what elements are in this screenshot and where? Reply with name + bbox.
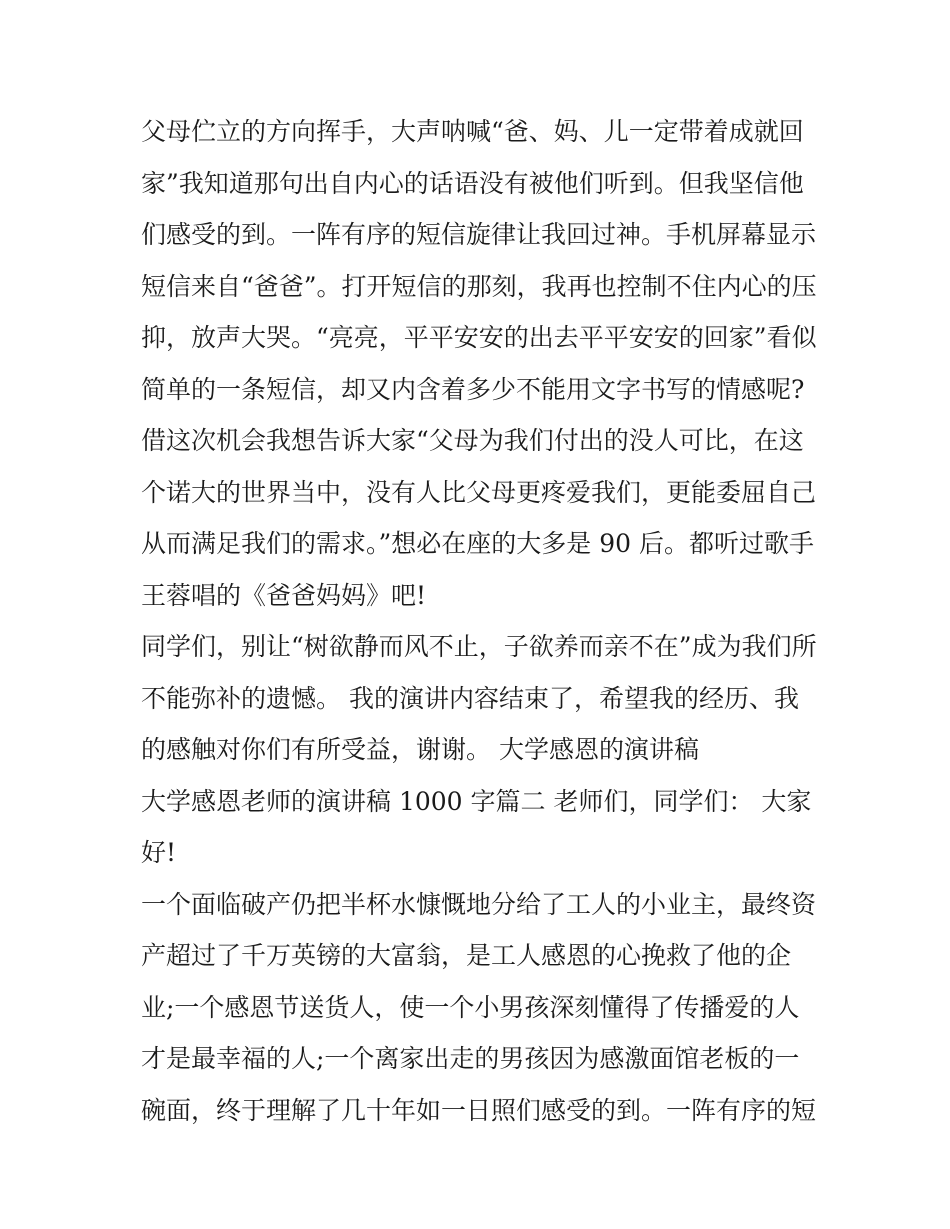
text-line: 个诺大的世界当中，没有人比父母更疼爱我们，更能委屈自己 [141,477,817,507]
text-line: 父母伫立的方向挥手，大声呐喊“爸、妈、儿一定带着成就回 [141,117,804,146]
text-line: 业;一个感恩节送货人，使一个小男孩深刻懂得了传播爱的人 [141,992,800,1022]
text-line: 才是最幸福的人;一个离家出走的男孩因为感激面馆老板的一 [141,1044,800,1073]
text-line: 王蓉唱的《爸爸妈妈》吧! [141,580,427,610]
text-line: 简单的一条短信，却又内含着多少不能用文字书写的情感呢? [141,374,805,404]
text-line: 从而满足我们的需求。”想必在座的大多是 90 后。都听过歌手 [141,529,814,558]
document-body [141,106,831,1136]
text-line: 产超过了千万英镑的大富翁，是工人感恩的心挽救了他的企 [141,941,792,970]
text-line: 家”我知道那句出自内心的话语没有被他们听到。但我坚信他 [141,168,804,198]
text-line: 抑，放声大哭。“亮亮，平平安安的出去平平安安的回家”看似 [141,323,817,352]
text-line: 同学们，别让“树欲静而风不止，子欲养而亲不在”成为我们所 [141,632,817,661]
text-line: 大学感恩老师的演讲稿 1000 字篇二 老师们，同学们： 大家 [141,786,812,816]
text-line: 不能弥补的遗憾。 我的演讲内容结束了，希望我的经历、我 [141,683,799,713]
text-line: 们感受的到。一阵有序的短信旋律让我回过神。手机屏幕显示 [141,220,817,249]
text-line: 碗面，终于理解了几十年如一日照们感受的到。一阵有序的短 [141,1095,817,1125]
text-line: 的感触对你们有所受益，谢谢。 大学感恩的演讲稿 [141,735,699,764]
text-line: 好! [141,838,177,867]
text-line: 借这次机会我想告诉大家“父母为我们付出的没人可比，在这 [141,426,804,455]
text-line: 短信来自“爸爸”。打开短信的那刻，我再也控制不住内心的压 [141,271,817,301]
text-line: 一个面临破产仍把半杯水慷慨地分给了工人的小业主，最终资 [141,889,817,919]
